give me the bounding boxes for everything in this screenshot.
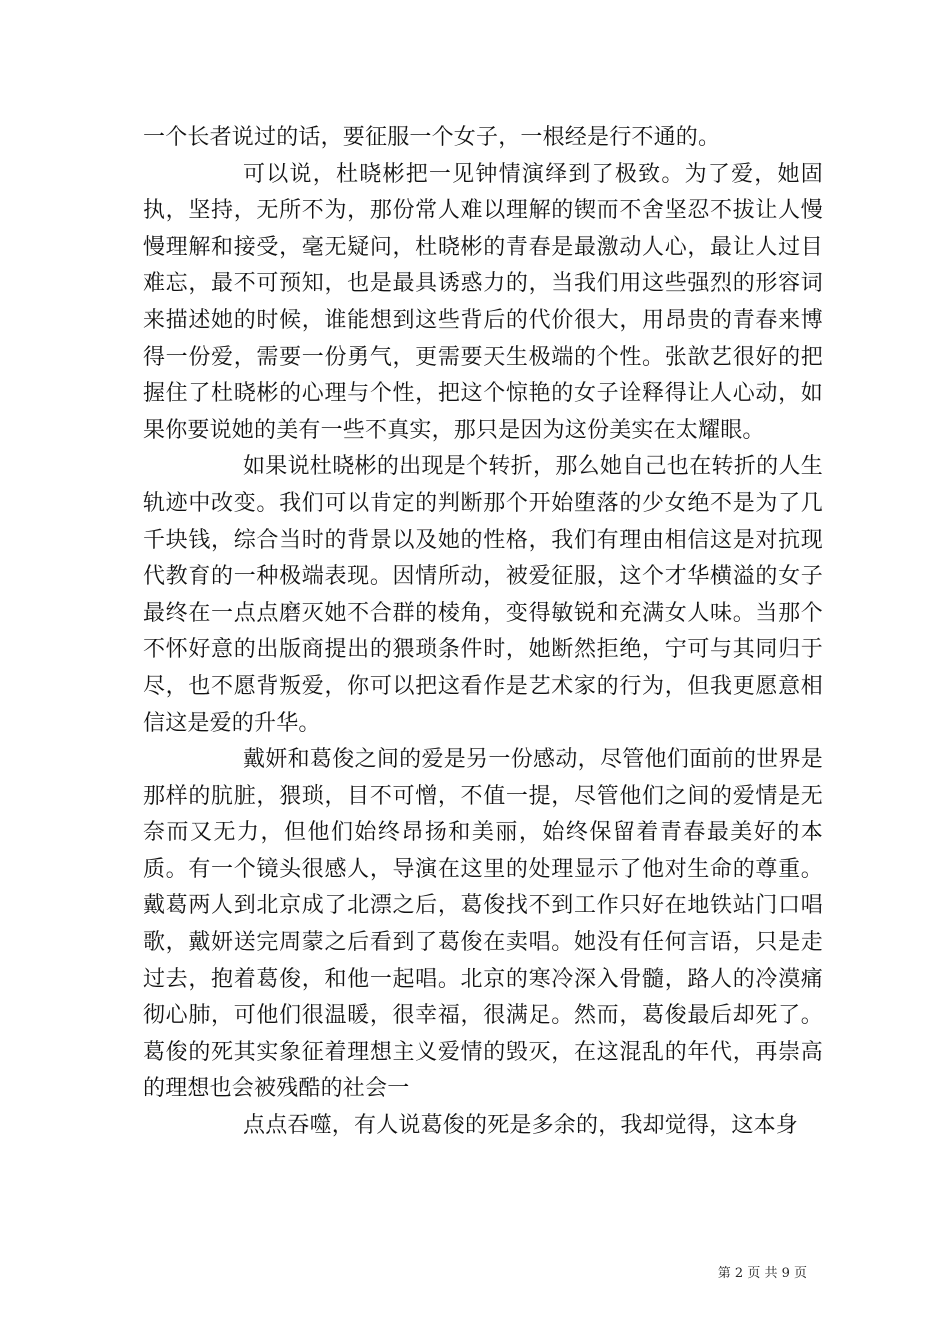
paragraph-2: 可以说，杜晓彬把一见钟情演绎到了极致。为了爱，她固执，坚持，无所不为，那份常人难以理解的锲而不舍坚忍不拔让人慢慢理解和接受，毫无疑问，杜晓彬的青春是最激动人心，最让人过目难忘，最不可预知，也是最具诱惑力的，当我们用这些强烈的形容词来描述她的时候，谁能想到这些背后的代价很大，用昂贵的青春来博得一份爱，需要一份勇气，更需要天生极端的个性。张歆艺很好的把握住了杜晓彬的心理与个性，把这个惊艳的女子诠释得让人心动，如果你要说她的美有一些不真实，那只是因为这份美实在太耀眼。 [143, 161, 823, 443]
paragraph-5: 点点吞噬，有人说葛俊的死是多余的，我却觉得，这本身 [243, 1113, 799, 1139]
paragraph-3: 如果说杜晓彬的出现是个转折，那么她自己也在转折的人生轨迹中改变。我们可以肯定的判断那个开始堕落的少女绝不是为了几千块钱，综合当时的背景以及她的性格，我们有理由相信这是对抗现代教育的一种极端表现。因情所动，被爱征服，这个才华横溢的女子最终在一点点磨灭她不合群的棱角，变得敏锐和充满女人味。当那个不怀好意的出版商提出的猥琐条件时，她断然拒绝，宁可与其同归于尽，也不愿背叛爱，你可以把这看作是艺术家的行为，但我更愿意相信这是爱的升华。 [143, 454, 823, 736]
paragraph-4: 戴妍和葛俊之间的爱是另一份感动，尽管他们面前的世界是那样的肮脏，猥琐，目不可憎，不值一提，尽管他们之间的爱情是无奈而又无力，但他们始终昂扬和美丽，始终保留着青春最美好的本质。有一个镜头很感人，导演在这里的处理显示了他对生命的尊重。戴葛两人到北京成了北漂之后，葛俊找不到工作只好在地铁站门口唱歌，戴妍送完周蒙之后看到了葛俊在卖唱。她没有任何言语，只是走过去，抱着葛俊，和他一起唱。北京的寒冷深入骨髓，路人的冷漠痛彻心肺，可他们很温暖，很幸福，很满足。然而，葛俊最后却死了。葛俊的死其实象征着理想主义爱情的毁灭，在这混乱的年代，再崇高的理想也会被残酷的社会一 [143, 747, 823, 1102]
page-number-footer: 第 2 页 共 9 页 [717, 1266, 807, 1281]
paragraph-1: 一个长者说过的话，要征服一个女子，一根经是行不通的。 [143, 125, 721, 150]
document-body [143, 120, 823, 1145]
